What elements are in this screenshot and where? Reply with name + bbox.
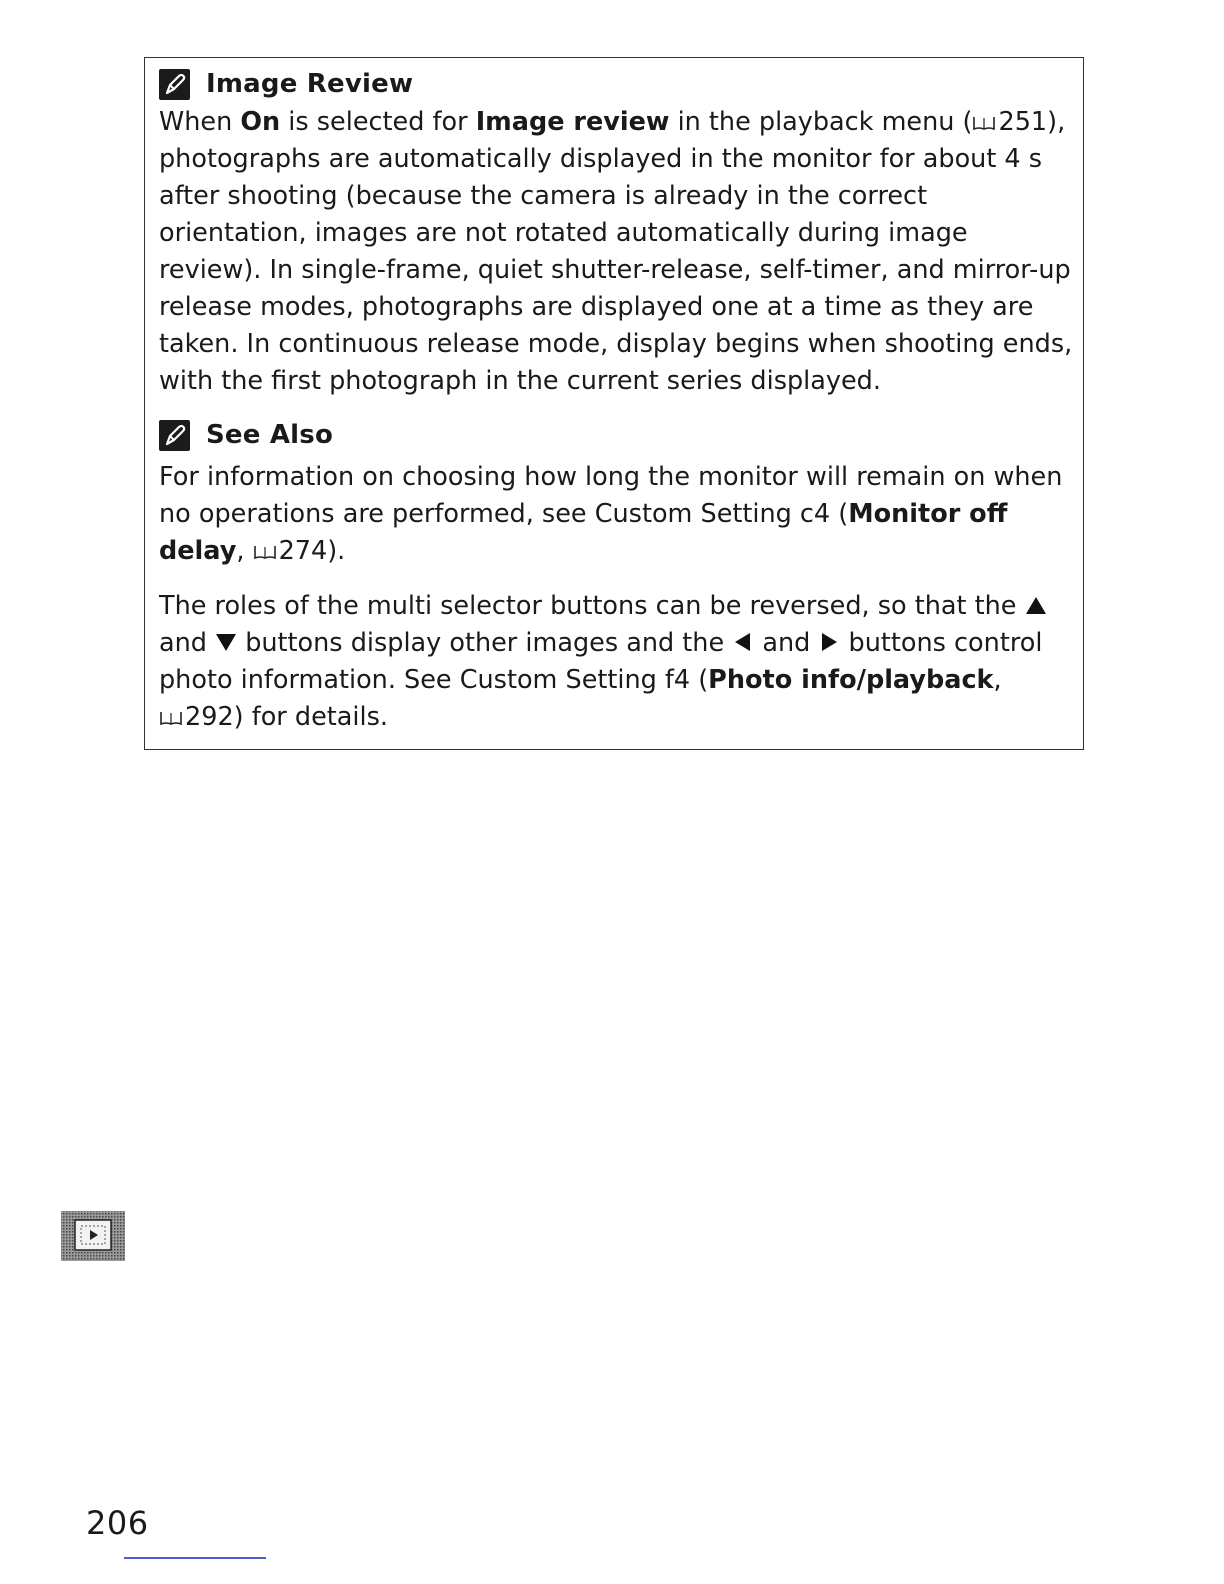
book-reference-icon [972,114,996,131]
see-also-heading [159,418,333,452]
left-triangle-icon [732,632,754,652]
image-review-paragraph: When On is selected for Image review in the playback menu ( 251), photographs are automatically displayed in the monitor for about 4 s after shooting (because the camera is already in the correct orientation, images are not rotated automatically during image review). In single-frame, quiet shutter-release, self-timer, and mirror-up release modes, photographs are displayed one at a time as they are taken. In continuous release mode, display begins when shooting ends, with the first photograph in the current series displayed. [159,107,1073,396]
pencil-note-icon [159,69,190,100]
footer-rule [124,1557,266,1559]
up-triangle-icon [1025,595,1047,615]
down-triangle-icon [215,632,237,652]
image-review-title: Image Review [206,69,414,99]
see-also-paragraph: For information on choosing how long the monitor will remain on when no operations are performed, see Custom Setting c4 (Monitor off delay, 274). [159,462,1063,566]
book-reference-icon [253,543,277,560]
book-reference-icon [159,709,183,726]
image-review-heading [159,67,413,101]
multi-selector-paragraph: The roles of the multi selector buttons can be reversed, so that the and buttons display other images and the and buttons control photo information. See Custom Setting f4 (Photo info/playback, 292) for details. [159,588,1074,736]
see-also-title: See Also [206,420,334,450]
pencil-note-icon [159,420,190,451]
right-triangle-icon [818,632,840,652]
page-number: 206 [86,1504,149,1542]
playback-tab-icon [60,1210,126,1262]
note-box [144,57,1084,750]
